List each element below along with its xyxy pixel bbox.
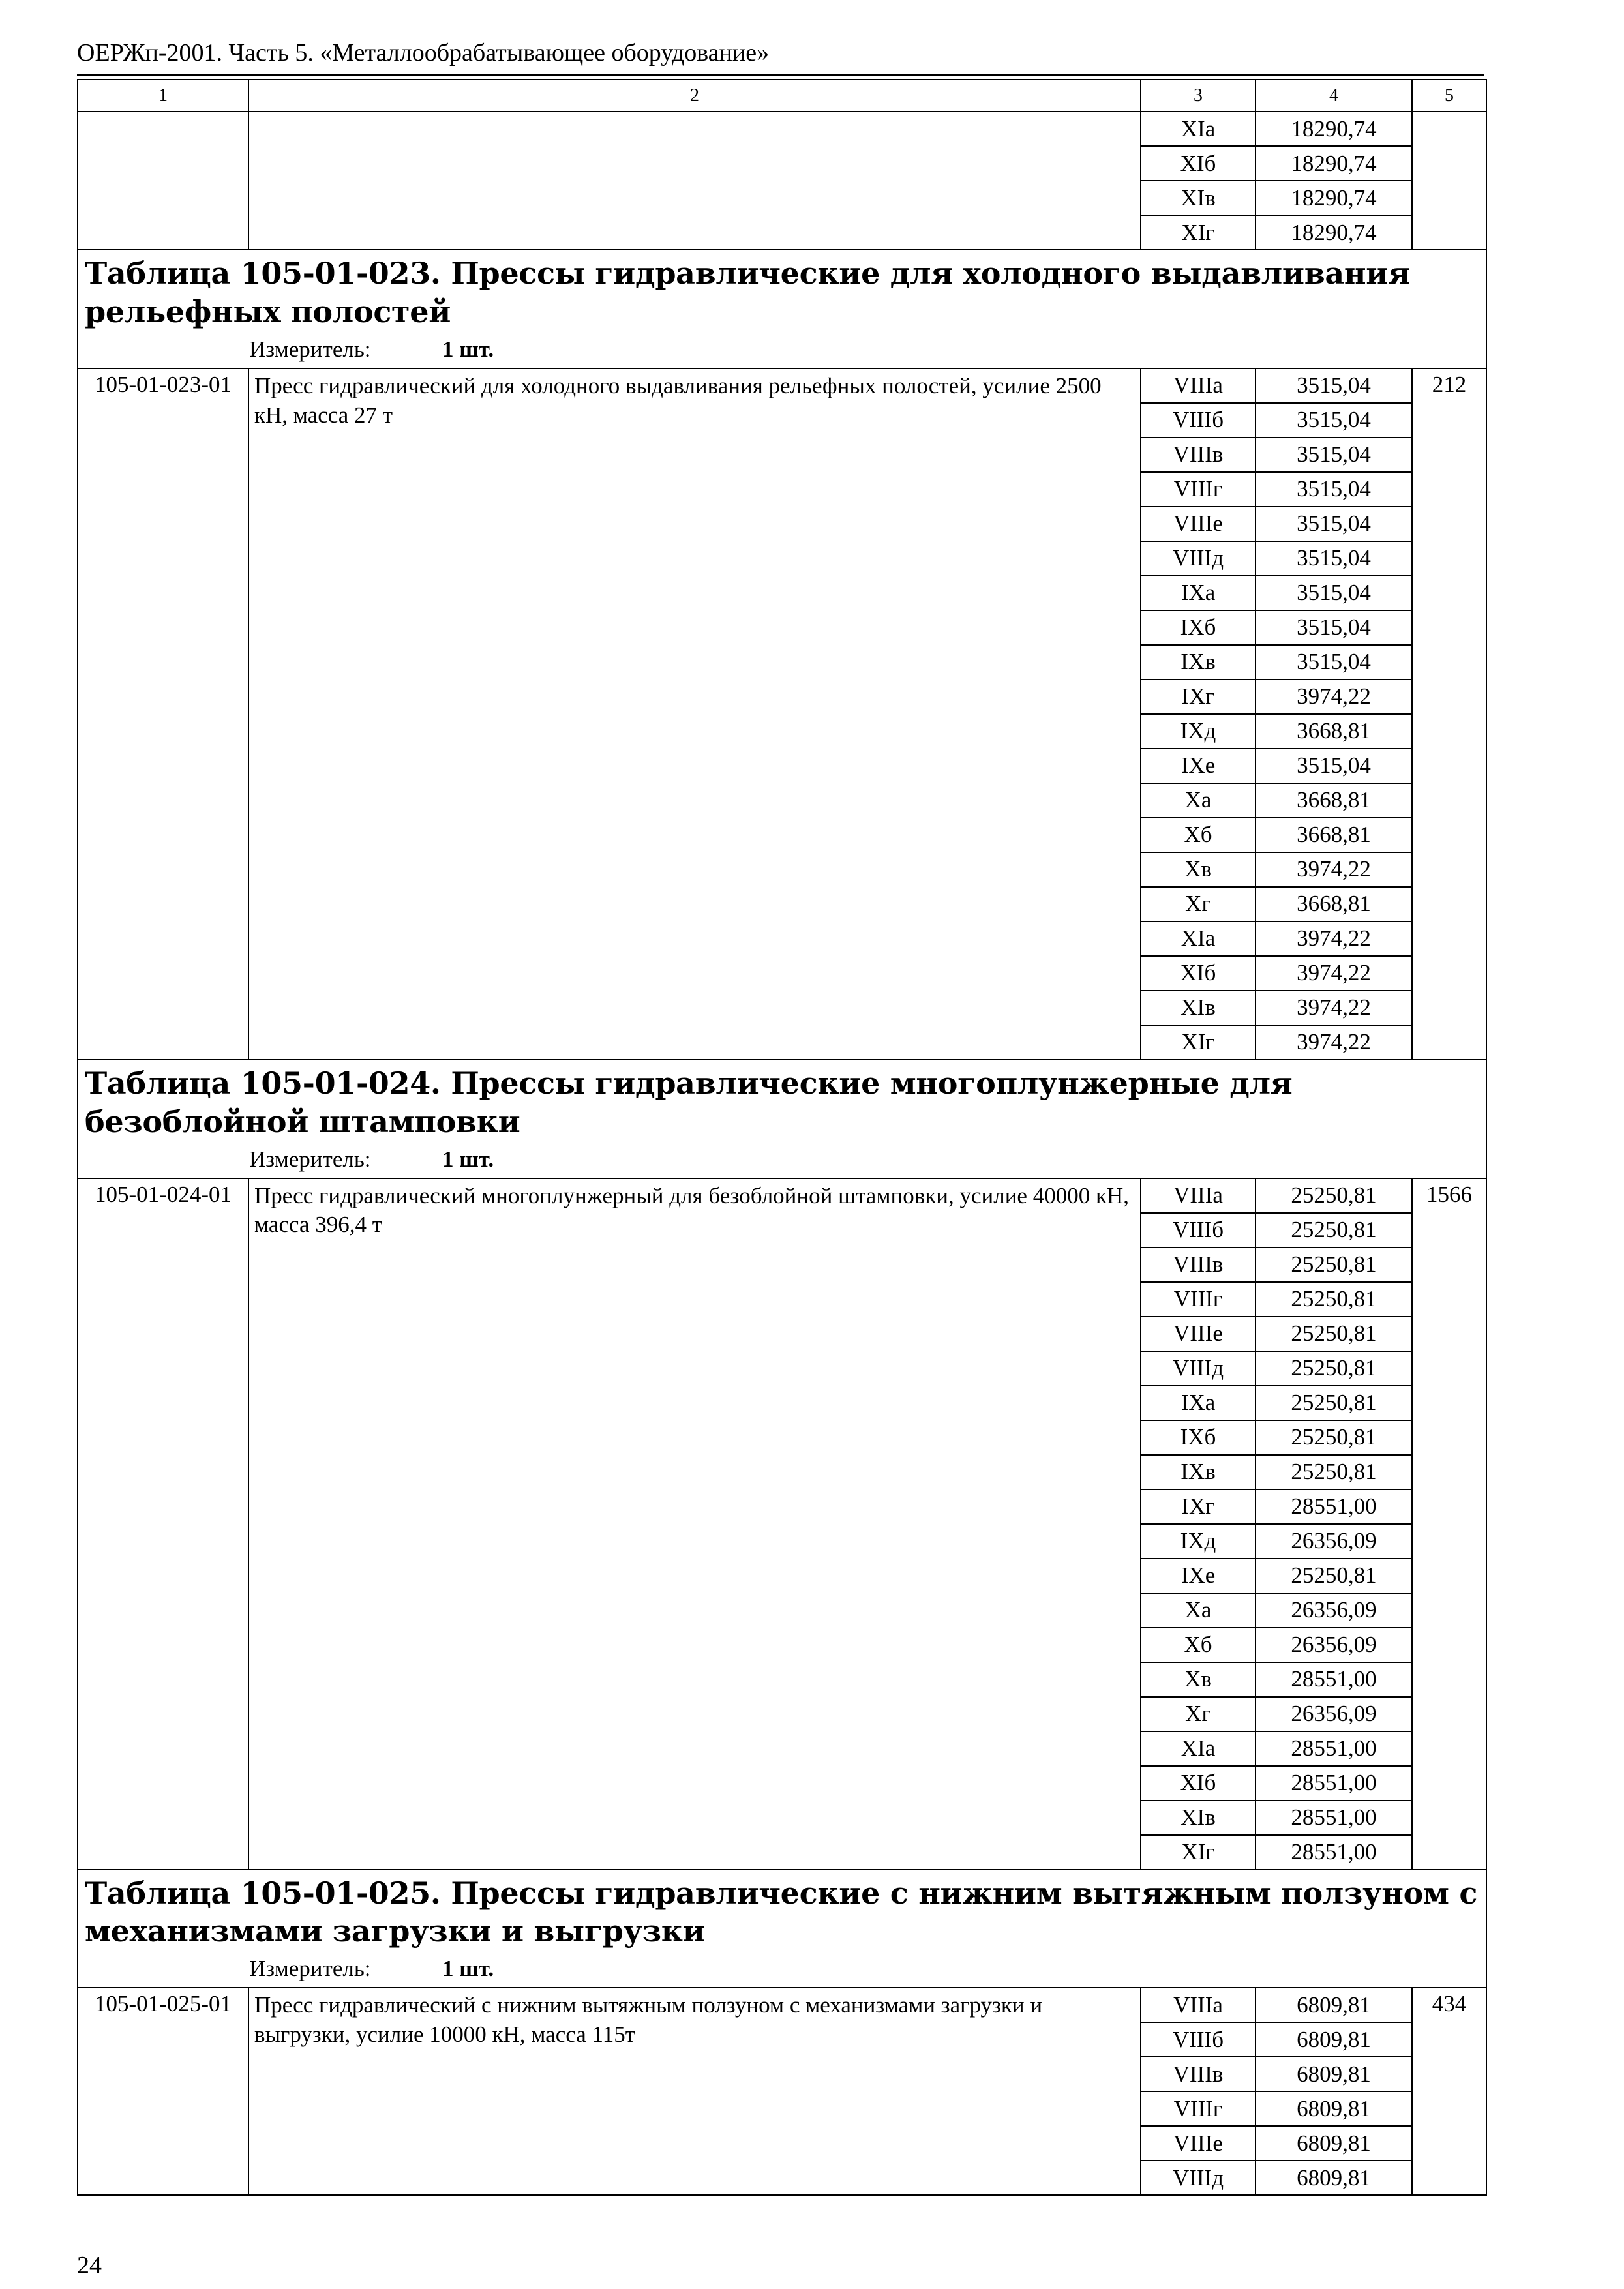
description-cell: Пресс гидравлический многоплунжерный для безоблойной штамповки, усилие 40000 кН, масса 396,4 т <box>248 1178 1141 1870</box>
measure-unit: 1 шт. <box>442 336 494 362</box>
table-header-cell <box>78 250 1486 368</box>
price-table <box>77 79 1487 2196</box>
variant-cell: VIIIа <box>1141 1988 1256 2022</box>
table-header-row <box>78 1060 1486 1178</box>
value-cell: 25250,81 <box>1256 1351 1412 1386</box>
value-cell: 3515,04 <box>1256 438 1412 472</box>
table-row <box>78 112 1486 146</box>
page-number: 24 <box>77 2252 102 2279</box>
header-rule <box>77 74 1484 76</box>
variant-cell: XIг <box>1141 215 1256 250</box>
column-number: 5 <box>1412 80 1486 112</box>
resource-cell: 212 <box>1412 368 1486 1060</box>
description-cell: Пресс гидравлический с нижним вытяжным ползуном с механизмами загрузки и выгрузки, усилие 10000 кН, масса 115т <box>248 1988 1141 2195</box>
value-cell: 3515,04 <box>1256 749 1412 783</box>
value-cell: 28551,00 <box>1256 1835 1412 1870</box>
table-header-row <box>78 1870 1486 1988</box>
value-cell: 3974,22 <box>1256 991 1412 1025</box>
resource-cell: 1566 <box>1412 1178 1486 1870</box>
value-cell: 25250,81 <box>1256 1178 1412 1213</box>
variant-cell: XIб <box>1141 1766 1256 1801</box>
variant-cell: IXв <box>1141 645 1256 680</box>
column-number-row <box>78 80 1486 112</box>
table-row <box>78 1988 1486 2022</box>
variant-cell: VIIIб <box>1141 2022 1256 2057</box>
value-cell: 25250,81 <box>1256 1317 1412 1351</box>
value-cell: 18290,74 <box>1256 146 1412 181</box>
value-cell: 3668,81 <box>1256 818 1412 852</box>
value-cell: 25250,81 <box>1256 1213 1412 1248</box>
value-cell: 6809,81 <box>1256 1988 1412 2022</box>
table-title: Таблица 105-01-024. Прессы гидравлические многоплунжерные для безоблойной штамповки <box>85 1065 1293 1139</box>
variant-cell: Xб <box>1141 818 1256 852</box>
column-number: 1 <box>78 80 248 112</box>
description-cell <box>248 112 1141 250</box>
variant-cell: VIIIг <box>1141 1282 1256 1317</box>
variant-cell: VIIIг <box>1141 2091 1256 2126</box>
value-cell: 3974,22 <box>1256 921 1412 956</box>
value-cell: 18290,74 <box>1256 112 1412 146</box>
variant-cell: Xв <box>1141 1662 1256 1697</box>
table-row <box>78 1178 1486 1213</box>
value-cell: 6809,81 <box>1256 2161 1412 2195</box>
value-cell: 18290,74 <box>1256 181 1412 215</box>
value-cell: 26356,09 <box>1256 1524 1412 1559</box>
value-cell: 3515,04 <box>1256 403 1412 438</box>
measure-unit: 1 шт. <box>442 1146 494 1172</box>
variant-cell: XIа <box>1141 1731 1256 1766</box>
column-number: 4 <box>1256 80 1412 112</box>
variant-cell: VIIIа <box>1141 1178 1256 1213</box>
variant-cell: Xа <box>1141 783 1256 818</box>
variant-cell: Xг <box>1141 887 1256 921</box>
variant-cell: XIб <box>1141 146 1256 181</box>
variant-cell: XIб <box>1141 956 1256 991</box>
variant-cell: Xв <box>1141 852 1256 887</box>
value-cell: 25250,81 <box>1256 1248 1412 1282</box>
variant-cell: VIIIв <box>1141 1248 1256 1282</box>
variant-cell: IXе <box>1141 749 1256 783</box>
price-table-body <box>78 80 1486 2195</box>
variant-cell: XIв <box>1141 1801 1256 1835</box>
table-row <box>78 368 1486 403</box>
page-header: ОЕРЖп-2001. Часть 5. «Металлообрабатывающее оборудование» <box>77 39 770 67</box>
value-cell: 3974,22 <box>1256 852 1412 887</box>
value-cell: 3974,22 <box>1256 956 1412 991</box>
value-cell: 28551,00 <box>1256 1801 1412 1835</box>
variant-cell: VIIIб <box>1141 1213 1256 1248</box>
value-cell: 6809,81 <box>1256 2057 1412 2091</box>
value-cell: 3515,04 <box>1256 541 1412 576</box>
variant-cell: VIIIе <box>1141 2126 1256 2161</box>
variant-cell: XIв <box>1141 181 1256 215</box>
code-cell <box>78 112 248 250</box>
value-cell: 28551,00 <box>1256 1731 1412 1766</box>
value-cell: 6809,81 <box>1256 2022 1412 2057</box>
value-cell: 3668,81 <box>1256 783 1412 818</box>
variant-cell: Xа <box>1141 1593 1256 1628</box>
measure-label: Измеритель: <box>249 336 371 362</box>
value-cell: 3515,04 <box>1256 368 1412 403</box>
variant-cell: XIг <box>1141 1835 1256 1870</box>
value-cell: 26356,09 <box>1256 1697 1412 1731</box>
value-cell: 3974,22 <box>1256 680 1412 714</box>
resource-cell <box>1412 112 1486 250</box>
measure-label: Измеритель: <box>249 1956 371 1982</box>
variant-cell: IXа <box>1141 1386 1256 1420</box>
value-cell: 3515,04 <box>1256 610 1412 645</box>
table-title: Таблица 105-01-025. Прессы гидравлические с нижним вытяжным ползуном с механизмами загрузки и выгрузки <box>85 1875 1478 1949</box>
variant-cell: XIг <box>1141 1025 1256 1060</box>
code-cell: 105-01-024-01 <box>78 1178 248 1870</box>
value-cell: 28551,00 <box>1256 1766 1412 1801</box>
variant-cell: VIIIд <box>1141 541 1256 576</box>
value-cell: 3974,22 <box>1256 1025 1412 1060</box>
value-cell: 3515,04 <box>1256 576 1412 610</box>
value-cell: 3515,04 <box>1256 645 1412 680</box>
resource-cell: 434 <box>1412 1988 1486 2195</box>
variant-cell: IXд <box>1141 714 1256 749</box>
value-cell: 3668,81 <box>1256 887 1412 921</box>
description-cell: Пресс гидравлический для холодного выдавливания рельефных полостей, усилие 2500 кН, масса 27 т <box>248 368 1141 1060</box>
value-cell: 28551,00 <box>1256 1489 1412 1524</box>
table-header-cell <box>78 1060 1486 1178</box>
column-number: 2 <box>248 80 1141 112</box>
measure-unit: 1 шт. <box>442 1956 494 1982</box>
variant-cell: IXг <box>1141 680 1256 714</box>
variant-cell: IXе <box>1141 1559 1256 1593</box>
table-title: Таблица 105-01-023. Прессы гидравлические для холодного выдавливания рельефных полостей <box>85 256 1410 329</box>
value-cell: 3668,81 <box>1256 714 1412 749</box>
value-cell: 28551,00 <box>1256 1662 1412 1697</box>
table-header-row <box>78 250 1486 368</box>
value-cell: 6809,81 <box>1256 2126 1412 2161</box>
variant-cell: Xг <box>1141 1697 1256 1731</box>
variant-cell: VIIIд <box>1141 1351 1256 1386</box>
value-cell: 25250,81 <box>1256 1455 1412 1489</box>
variant-cell: IXа <box>1141 576 1256 610</box>
value-cell: 25250,81 <box>1256 1282 1412 1317</box>
variant-cell: VIIIб <box>1141 403 1256 438</box>
variant-cell: VIIIв <box>1141 2057 1256 2091</box>
value-cell: 25250,81 <box>1256 1420 1412 1455</box>
variant-cell: VIIIд <box>1141 2161 1256 2195</box>
value-cell: 25250,81 <box>1256 1559 1412 1593</box>
variant-cell: VIIIе <box>1141 1317 1256 1351</box>
variant-cell: IXд <box>1141 1524 1256 1559</box>
variant-cell: Xб <box>1141 1628 1256 1662</box>
variant-cell: VIIIв <box>1141 438 1256 472</box>
variant-cell: XIв <box>1141 991 1256 1025</box>
value-cell: 26356,09 <box>1256 1628 1412 1662</box>
variant-cell: IXв <box>1141 1455 1256 1489</box>
value-cell: 3515,04 <box>1256 507 1412 541</box>
variant-cell: VIIIа <box>1141 368 1256 403</box>
measure-line <box>85 337 1479 364</box>
measure-label: Измеритель: <box>249 1146 371 1172</box>
value-cell: 3515,04 <box>1256 472 1412 507</box>
variant-cell: XIа <box>1141 112 1256 146</box>
measure-line <box>85 1956 1479 1983</box>
column-number: 3 <box>1141 80 1256 112</box>
value-cell: 26356,09 <box>1256 1593 1412 1628</box>
value-cell: 18290,74 <box>1256 215 1412 250</box>
code-cell: 105-01-023-01 <box>78 368 248 1060</box>
table-header-cell <box>78 1870 1486 1988</box>
value-cell: 25250,81 <box>1256 1386 1412 1420</box>
value-cell: 6809,81 <box>1256 2091 1412 2126</box>
variant-cell: XIа <box>1141 921 1256 956</box>
code-cell: 105-01-025-01 <box>78 1988 248 2195</box>
variant-cell: IXб <box>1141 1420 1256 1455</box>
variant-cell: IXг <box>1141 1489 1256 1524</box>
variant-cell: VIIIе <box>1141 507 1256 541</box>
variant-cell: VIIIг <box>1141 472 1256 507</box>
variant-cell: IXб <box>1141 610 1256 645</box>
measure-line <box>85 1146 1479 1174</box>
